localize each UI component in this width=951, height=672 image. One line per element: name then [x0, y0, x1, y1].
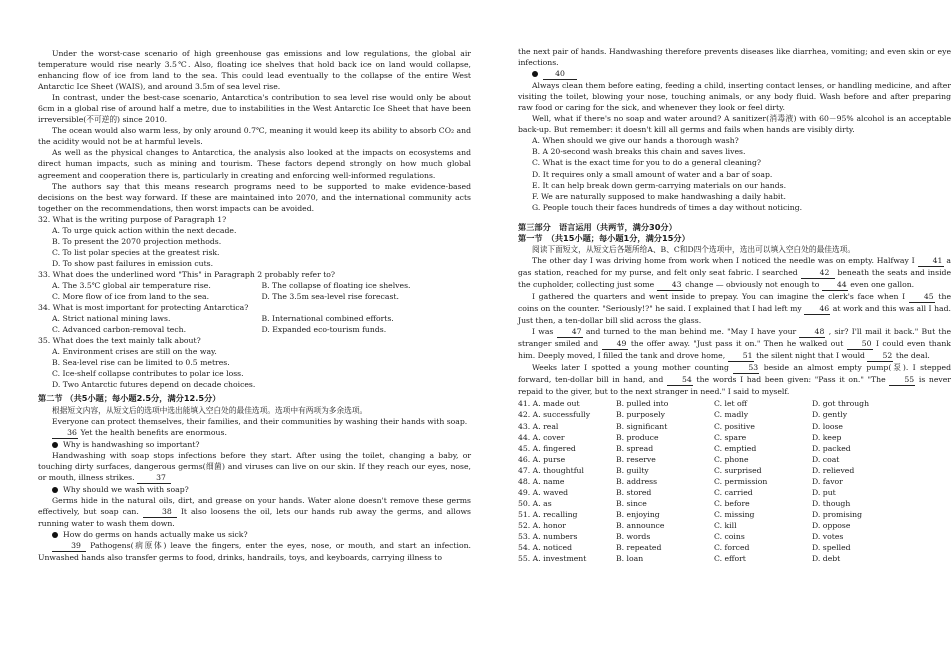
answer-option[interactable]: D. Expanded eco-tourism funds.: [261, 325, 387, 335]
cloze-option[interactable]: 47. A. thoughtful: [518, 465, 584, 475]
cloze-option[interactable]: B. repeated: [616, 543, 662, 553]
answer-option[interactable]: C. More flow of ice from land to the sea.: [52, 292, 210, 302]
blank-46[interactable]: 46: [804, 303, 830, 315]
cloze-option[interactable]: C. madly: [714, 410, 749, 420]
section2-option[interactable]: D. It requires only a small amount of water and a bar of soap.: [532, 169, 773, 179]
cloze-option-row: [518, 454, 951, 465]
cloze-option-row: [518, 487, 951, 498]
section2-intro: Everyone can protect themselves, their families, and their communities by washing their hands with soap.: [52, 416, 468, 426]
passage-paragraph: Under the worst-case scenario of high greenhouse gas emissions and low regulations, the global air temperature would rise nearly 3.5℃. Also, floating ice shelves that hold back ice on land would collapse, enhancing flow of ice from land to the sea. This could lead eventually to the collapse of the entire West Antarctic Ice Sheet (WAIS), and around 3.5m of sea level rise.: [38, 49, 471, 92]
blank-39[interactable]: 39: [52, 540, 86, 552]
question-options: [38, 346, 471, 390]
cloze-option[interactable]: 52. A. honor: [518, 520, 566, 530]
section2-option[interactable]: G. People touch their faces hundreds of times a day without noticing.: [532, 202, 803, 212]
section2-option[interactable]: A. When should we give our hands a thorough wash?: [532, 136, 739, 146]
cloze-option[interactable]: 48. A. name: [518, 476, 565, 486]
reading-questions: [38, 214, 471, 391]
cloze-option[interactable]: D. debt: [812, 554, 841, 564]
cloze-option[interactable]: B. address: [616, 476, 658, 486]
cloze-option-row: [518, 476, 951, 487]
cloze-option-row: [518, 432, 951, 443]
cloze-option[interactable]: 44. A. cover: [518, 432, 565, 442]
answer-option[interactable]: A. Strict national mining laws.: [52, 314, 171, 324]
answer-option[interactable]: D. The 3.5m sea-level rise forecast.: [261, 292, 399, 302]
cloze-option[interactable]: B. since: [616, 498, 647, 508]
question-stem: 32. What is the writing purpose of Paragraph 1?: [38, 214, 227, 224]
cloze-option-row: [518, 498, 951, 509]
question-options: [38, 280, 471, 302]
cloze-option[interactable]: B. loan: [616, 554, 644, 564]
section2-option[interactable]: E. It can help break down germ-carrying materials on our hands.: [532, 180, 787, 190]
cloze-option-row: [518, 553, 951, 564]
question-options: [38, 313, 471, 335]
answer-option[interactable]: B. Sea-level rise can be limited to 0.5 metres.: [52, 358, 230, 368]
subheading-why: Why is handwashing so important?: [38, 439, 471, 450]
cloze-option[interactable]: B. pulled into: [616, 399, 669, 409]
cloze-option-row: [518, 443, 951, 454]
cloze-options-table: [518, 398, 951, 564]
blank-55[interactable]: 55: [889, 374, 915, 386]
cloze-option[interactable]: B. guilty: [616, 465, 649, 475]
cloze-option[interactable]: B. words: [616, 531, 651, 541]
cloze-option[interactable]: D. spelled: [812, 543, 851, 553]
cloze-option-row: [518, 398, 951, 409]
section1-instruction: 阅读下面短文，从短文后各题所给A、B、C和D四个选项中，选出可以填入空白处的最佳选项。: [532, 244, 856, 254]
cloze-option[interactable]: C. effort: [714, 554, 746, 564]
paragraph-well: Well, what if there's no soap and water around? A sanitizer(消毒液) with 60－95% alcohol is an acceptable back-up. But remember: it doesn't kill all germs and fails when hands are visibly dirty.: [518, 114, 951, 135]
blank-53[interactable]: 53: [733, 362, 759, 374]
paragraph-always: Always clean them before eating, feeding a child, inserting contact lenses, or handling medicine, and after visiting the toilet, blowing your nose, touching animals, or any body fluid. Wash before and after preparing raw food or caring for the sick, and whenever they look or feel dirty.: [518, 81, 951, 113]
answer-option[interactable]: D. To show past failures in emission cuts.: [52, 258, 214, 268]
cloze-option[interactable]: 42. A. successfully: [518, 410, 591, 420]
paragraph-40: [518, 68, 951, 80]
cloze-option[interactable]: D. favor: [812, 476, 843, 486]
blank-41[interactable]: 41: [918, 255, 944, 267]
bullet-icon: [52, 442, 58, 448]
passage-paragraph: As well as the physical changes to Antarctica, the analysis also looked at the impacts on ecosystems and direct human impacts, such as mining and tourism. These factors depend strongly on how much global agreement and cooperation there is, particularly in creating and enforcing well-informed regulations.: [38, 148, 471, 180]
blank-47[interactable]: 47: [557, 326, 583, 338]
cloze-option[interactable]: C. permission: [714, 476, 768, 486]
cloze-option[interactable]: C. surprised: [714, 465, 762, 475]
blank-36[interactable]: 36: [52, 427, 78, 439]
left-column: [38, 48, 471, 563]
cloze-option[interactable]: D. put: [812, 487, 836, 497]
blank-45[interactable]: 45: [909, 291, 935, 303]
cloze-option[interactable]: C. emptied: [714, 443, 757, 453]
cloze-option[interactable]: B. purposely: [616, 410, 665, 420]
section2-option[interactable]: C. What is the exact time for you to do a general cleaning?: [532, 158, 762, 168]
passage-paragraph: The ocean would also warm less, by only around 0.7℃, meaning it would keep its ability to absorb CO₂ and the acidity would not be at harmful levels.: [38, 126, 471, 147]
bullet-icon: [52, 532, 58, 538]
bullet-icon: [52, 487, 58, 493]
blank-48[interactable]: 48: [799, 326, 825, 338]
cloze-option[interactable]: D. loose: [812, 421, 843, 431]
cloze-option[interactable]: C. coins: [714, 531, 745, 541]
cloze-option[interactable]: B. stored: [616, 487, 652, 497]
right-column: [518, 46, 951, 564]
section2-options: [518, 135, 951, 212]
answer-option[interactable]: C. Advanced carbon-removal tech.: [52, 325, 187, 335]
answer-option[interactable]: B. The collapse of floating ice shelves.: [261, 280, 411, 290]
blank-52[interactable]: 52: [867, 350, 893, 362]
cloze-option[interactable]: D. coat: [812, 454, 840, 464]
cloze-option[interactable]: C. let off: [714, 399, 748, 409]
cloze-option-row: [518, 542, 951, 553]
section1-heading: 第一节 （共15小题；每小题1分，满分15分）: [518, 232, 690, 243]
cloze-option[interactable]: B. significant: [616, 421, 668, 431]
cloze-option[interactable]: C. spare: [714, 432, 747, 442]
cloze-option[interactable]: D. got through: [812, 399, 870, 409]
text-after-36: Yet the health benefits are enormous.: [80, 427, 227, 437]
bullet-icon: [532, 71, 538, 77]
section2-option[interactable]: B. A 20-second wash breaks this chain and saves lives.: [532, 147, 746, 157]
answer-option[interactable]: D. Two Antarctic futures depend on decade choices.: [52, 380, 256, 390]
blank-40[interactable]: 40: [543, 68, 577, 80]
paragraph-37: Handwashing with soap stops infections before they start. After using the toilet, changing a baby, or touching dirty surfaces, dangerous germs(细菌) and viruses can live on our skin. If they reach our eyes, nose, or mouth, illness strikes. 37: [38, 450, 471, 484]
blank-44[interactable]: 44: [822, 279, 848, 291]
cloze-option[interactable]: 49. A. waved: [518, 487, 569, 497]
cloze-paragraph-1: The other day I was driving home from work when I noticed the needle was on empty. Halfway I 41 a gas station, reached for my purse, and felt only seat fabric. I searched 42 beneath the seats and inside the cupholder, collecting just some 43 change — obviously not enough to 44 even one gallon.: [518, 255, 951, 291]
blank-50[interactable]: 50: [847, 338, 873, 350]
cloze-option[interactable]: C. kill: [714, 520, 737, 530]
question-options: [38, 225, 471, 269]
blank-43[interactable]: 43: [657, 279, 683, 291]
cloze-option-row: [518, 421, 951, 432]
blank-38[interactable]: 38: [143, 506, 177, 518]
part3-heading: 第三部分 语言运用（共两节，满分30分）: [518, 221, 677, 232]
cloze-option[interactable]: B. produce: [616, 432, 659, 442]
passage-paragraph: In contrast, under the best-case scenario, Antarctica's contribution to sea level rise would only be about 6cm in a global rise of around half a metre, due to instabilities in the West Antarctic Ice Sheet that have been irreversible(不可逆的) since 2010.: [38, 93, 471, 125]
cloze-option[interactable]: 46. A. purse: [518, 454, 566, 464]
section2-instruction: 根据短文内容，从短文后的选项中选出能填入空白处的最佳选项。选项中有两项为多余选项。: [52, 405, 368, 415]
reading-passage: [38, 48, 471, 214]
blank-54[interactable]: 54: [667, 374, 693, 386]
cloze-option-row: [518, 465, 951, 476]
cloze-option[interactable]: C. positive: [714, 421, 755, 431]
cloze-paragraph-3: I was 47 and turned to the man behind me. "May I have your 48 , sir? I'll mail it back." But the stranger smiled and 49 the offer away. "Just pass it on." Then he walked out 50 I could even thank him. Deeply moved, I filled the tank and drove home, 51 the silent night that I would 52 the deal.: [518, 326, 951, 362]
cloze-option[interactable]: B. spread: [616, 443, 654, 453]
cloze-option[interactable]: 54. A. noticed: [518, 543, 573, 553]
cloze-option[interactable]: D. promising: [812, 509, 863, 519]
cloze-option[interactable]: D. packed: [812, 443, 851, 453]
blank-51[interactable]: 51: [728, 350, 754, 362]
cloze-option[interactable]: C. carried: [714, 487, 753, 497]
cloze-option[interactable]: 53. A. numbers: [518, 531, 578, 541]
blank-49[interactable]: 49: [602, 338, 628, 350]
answer-option[interactable]: C. To list polar species at the greatest risk.: [52, 247, 220, 257]
cloze-option-row: [518, 409, 951, 420]
subheading-should: Why should we wash with soap?: [38, 484, 471, 495]
cloze-option[interactable]: D. oppose: [812, 520, 851, 530]
paragraph-39: 39 Pathogens(病原体) leave the fingers, enter the eyes, nose, or mouth, and start an infection. Unwashed hands also transfer germs to food, drinks, handrails, toys, and keyboards, carrying illness to: [38, 541, 471, 563]
cloze-option[interactable]: B. enjoying: [616, 509, 660, 519]
cloze-option[interactable]: 45. A. fingered: [518, 443, 576, 453]
answer-option[interactable]: A. Environment crises are still on the way.: [52, 347, 217, 357]
answer-option[interactable]: A. To urge quick action within the next decade.: [52, 225, 237, 235]
cloze-option[interactable]: C. missing: [714, 509, 755, 519]
answer-option[interactable]: A. The 3.5℃ global air temperature rise.: [52, 280, 211, 290]
cloze-option[interactable]: D. relieved: [812, 465, 855, 475]
cloze-option[interactable]: D. though: [812, 498, 851, 508]
cloze-option[interactable]: 43. A. real: [518, 421, 559, 431]
section2-heading: 第二节 （共5小题；每小题2.5分，满分12.5分）: [38, 393, 221, 404]
continued-text: the next pair of hands. Handwashing therefore prevents diseases like diarrhea, vomiting; and even skin or eye infections.: [518, 47, 951, 68]
blank-37[interactable]: 37: [137, 472, 171, 484]
paragraph-36: [38, 427, 471, 439]
paragraph-38: Germs hide in the natural oils, dirt, and grease on your hands. Water alone doesn't remove these germs effectively, but soap can. 38 It also loosens the oil, lets our hands rub away the germs, and allows running water to wash them down.: [38, 495, 471, 528]
passage-paragraph: The authors say that this means research programs need to be supported to make evidence-based decisions on the best way forward. If these are maintained into 2070, and the international community acts together on the recommendations, then worst impacts can be avoided.: [38, 181, 471, 213]
cloze-option[interactable]: 50. A. as: [518, 498, 552, 508]
cloze-option[interactable]: D. keep: [812, 432, 842, 442]
section2-option[interactable]: F. We are naturally supposed to make handwashing a daily habit.: [532, 191, 786, 201]
cloze-option[interactable]: 41. A. made out: [518, 399, 580, 409]
question-stem: 35. What does the text mainly talk about?: [38, 336, 201, 346]
blank-42[interactable]: 42: [801, 267, 835, 279]
cloze-option[interactable]: C. phone: [714, 454, 749, 464]
cloze-option[interactable]: B. announce: [616, 520, 665, 530]
question-stem: 34. What is most important for protecting Antarctica?: [38, 303, 249, 313]
cloze-paragraph-2: I gathered the quarters and went inside to prepay. You can imagine the clerk's face when I 45 the coins on the counter. "Seriously!?" he said. I explained that I had left my 46 at work and this was all I had. Just then, a ten-dollar bill slid across the glass.: [518, 291, 951, 326]
cloze-option-row: [518, 509, 951, 520]
subheading-how: How do germs on hands actually make us sick?: [38, 529, 471, 540]
cloze-option[interactable]: C. forced: [714, 543, 750, 553]
cloze-paragraph-4: Weeks later I spotted a young mother counting 53 beside an almost empty pump(泵). I stepped forward, ten-dollar bill in hand, and 54 the words I had been given: "Pass it on." "The 55 is never repaid to the giver, but to the next stranger in need." I said to myself.: [518, 363, 951, 397]
cloze-option-row: [518, 520, 951, 531]
cloze-option[interactable]: B. reserve: [616, 454, 656, 464]
cloze-option[interactable]: 55. A. investment: [518, 554, 587, 564]
question-stem: 33. What does the underlined word "This" in Paragraph 2 probably refer to?: [38, 269, 336, 279]
cloze-option-row: [518, 531, 951, 542]
cloze-option[interactable]: D. gently: [812, 410, 848, 420]
cloze-option[interactable]: 51. A. recalling: [518, 509, 578, 519]
answer-option[interactable]: C. Ice-shelf collapse contributes to polar ice loss.: [52, 369, 244, 379]
cloze-option[interactable]: C. before: [714, 498, 750, 508]
cloze-option[interactable]: D. votes: [812, 531, 844, 541]
answer-option[interactable]: B. International combined efforts.: [261, 314, 394, 324]
answer-option[interactable]: B. To present the 2070 projection methods.: [52, 236, 222, 246]
